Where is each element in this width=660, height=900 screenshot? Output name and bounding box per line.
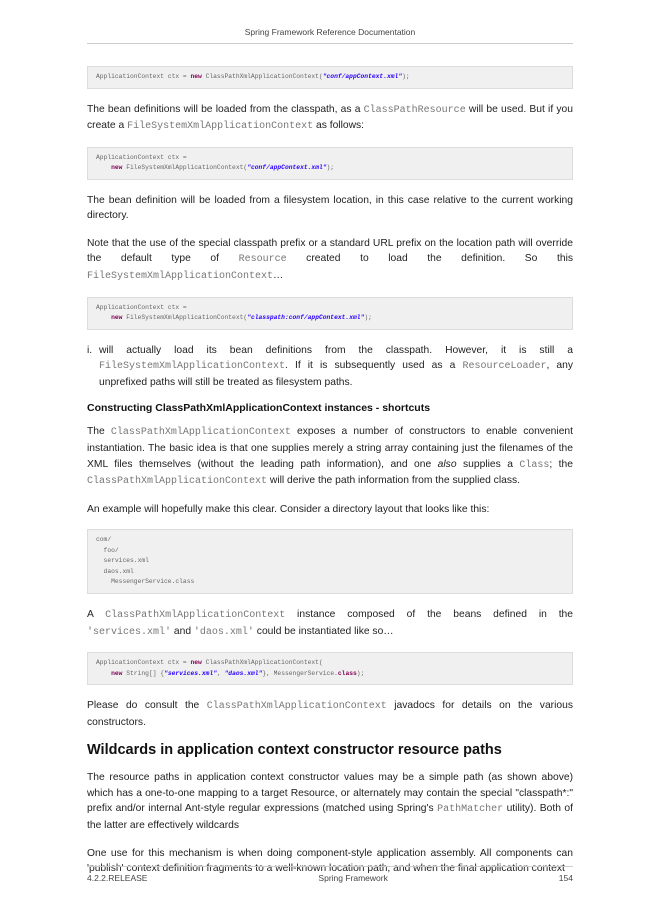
code-block-classpath-context: ApplicationContext ctx = new ClassPathXmlApplicationContext("conf/appContext.xml");	[87, 66, 573, 89]
paragraph-example-intro: An example will hopefully make this clear. Consider a directory layout that looks like this:	[87, 503, 490, 515]
code-block-string-array: ApplicationContext ctx = new ClassPathXmlApplicationContext( new String[] {"services.xml", "daos.xml"}, MessengerService.class);	[87, 652, 573, 685]
footer-version: 4.2.2.RELEASE	[87, 873, 148, 883]
paragraph-filesystem-location: The bean definition will be loaded from a filesystem location, in this case relative to the current working directory.	[87, 194, 573, 222]
paragraph-component-assembly: One use for this mechanism is when doing component-style application assembly. All components can 'publish' context definition fragments to a well-known location path, and when the final application context	[87, 847, 573, 875]
paragraph-prefix-note: Note that the use of the special classpath prefix or a standard URL prefix on the location path will override the default type of Resource created to load the definition. So this FileSystemXmlApplicationContext…	[87, 237, 574, 283]
code-block-classpath-prefix: ApplicationContext ctx = new FileSystemXmlApplicationContext("classpath:conf/appContext.xml");	[87, 297, 573, 330]
document-body	[87, 66, 573, 889]
page-footer	[87, 866, 573, 883]
paragraph-classpath-resource: The bean definitions will be loaded from the classpath, as a ClassPathResource will be used. But if you create a FileSystemXmlApplicationContext as follows:	[87, 103, 574, 133]
list-item-classpath-load	[87, 343, 573, 391]
paragraph-resource-paths: The resource paths in application context constructor values may be a simple path (as shown above) which has a one-to-one mapping to a target Resource, or alternately may contain the special "classpath*:" prefix and/or internal Ant-style regular expressions (matched using Spring's PathMatcher utility). Both of the latter are effectively wildcards	[87, 772, 573, 832]
section-heading-shortcuts: Constructing ClassPathXmlApplicationContext instances - shortcuts	[87, 402, 431, 415]
paragraph-instance-composed: A ClassPathXmlApplicationContext instance composed of the beans defined in the 'services.xml' and 'daos.xml' could be instantiated like so…	[87, 608, 574, 638]
footer-page-number: 154	[558, 873, 573, 883]
list-item-text: will actually load its bean definitions from the classpath. However, it is still a FileSystemXmlApplicationContext. If it is subsequently used as a ResourceLoader, any unprefixed paths will still be treated as filesystem paths.	[99, 344, 573, 388]
section-heading-wildcards: Wildcards in application context constructor resource paths	[87, 742, 502, 759]
footer-title: Spring Framework	[318, 873, 388, 883]
page-header: Spring Framework Reference Documentation	[87, 27, 573, 44]
paragraph-constructors: The ClassPathXmlApplicationContext exposes a number of constructors to enable convenient instantiation. The basic idea is that one supplies merely a string array containing just the filenames of the XML files themselves (without the leading path information), and one also supplies a Class; the ClassPathXmlApplicationContext will derive the path information from the supplied class.	[87, 426, 574, 488]
code-block-filesystem-context: ApplicationContext ctx = new FileSystemXmlApplicationContext("conf/appContext.xml");	[87, 147, 573, 180]
paragraph-javadocs: Please do consult the ClassPathXmlApplicationContext javadocs for details on the various constructors.	[87, 700, 573, 728]
list-marker: i.	[87, 344, 93, 356]
code-block-directory-layout: com/ foo/ services.xml daos.xml MessengerService.class	[87, 529, 573, 594]
